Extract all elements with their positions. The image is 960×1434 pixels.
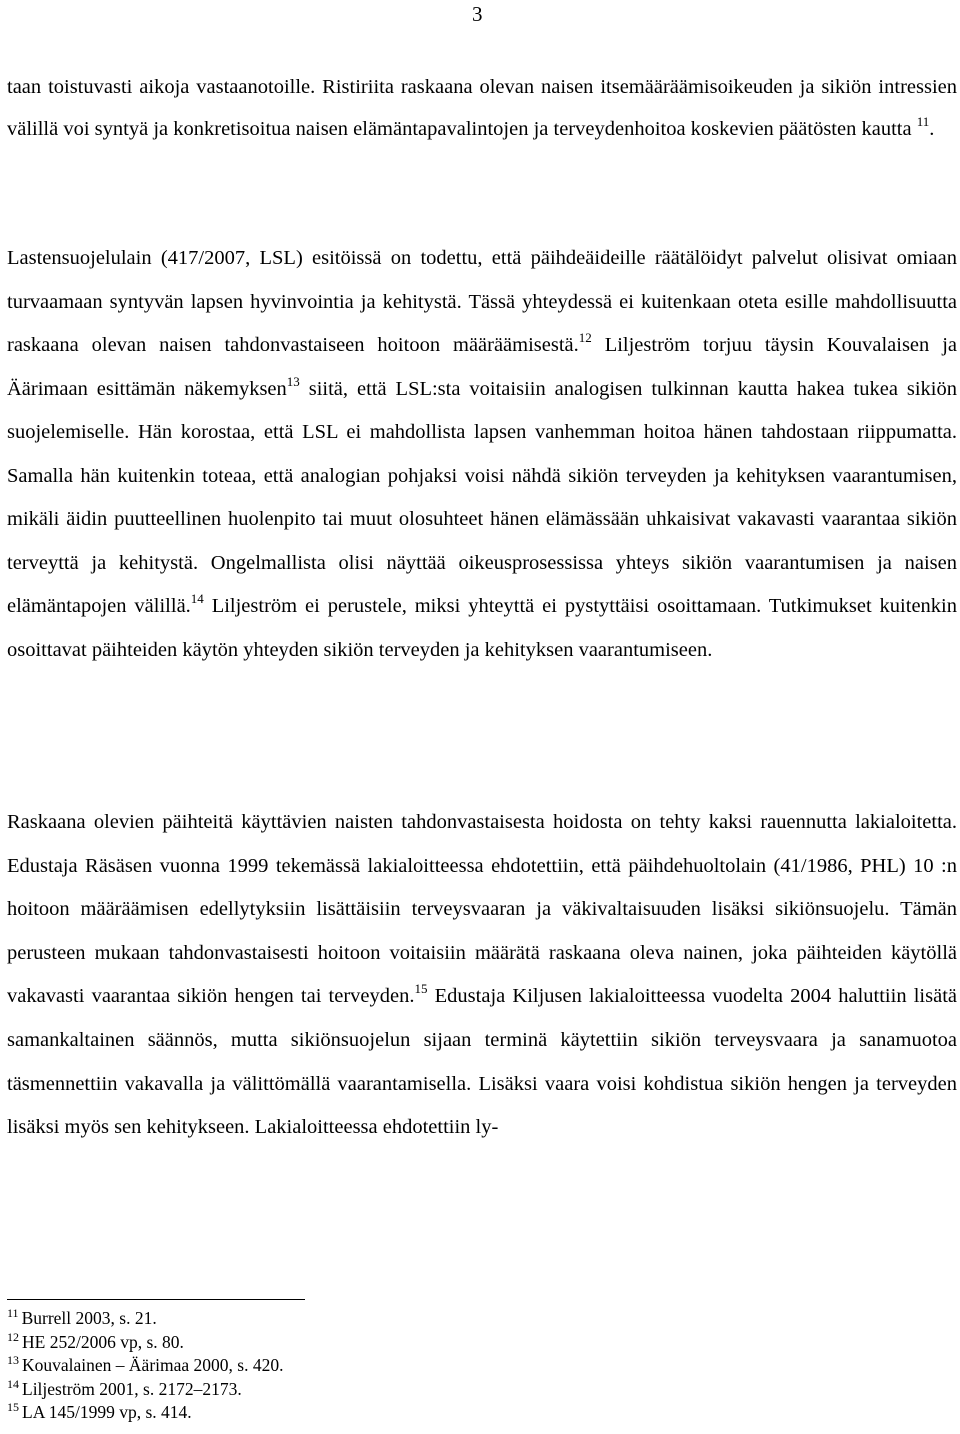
footnote-number: 12 [7, 1329, 19, 1344]
footnote-separator [7, 1299, 305, 1300]
footnote-ref-12[interactable]: 12 [578, 330, 592, 345]
body-paragraph-1 [7, 66, 957, 150]
footnote-number: 11 [7, 1306, 19, 1320]
footnote-text: Kouvalainen – Äärimaa 2000, s. 420. [22, 1355, 284, 1376]
body-paragraph-2 [7, 237, 957, 672]
footnote-number: 14 [7, 1376, 19, 1391]
footnote-ref-11[interactable]: 11 [916, 114, 930, 129]
paragraph-text: Liljeström ei perustele, miksi yhteyttä ei pystyttäisi osoittamaan. Tutkimukset kuitenkin osoittavat päihteiden käytön yhteyden sikiön terveyden ja kehityksen vaarantumiseen. [7, 595, 957, 661]
paragraph-text: Raskaana olevien päihteitä käyttävien naisten tahdonvastaisesta hoidosta on tehty kaksi rauennutta lakialoitetta. Edustaja Räsäsen vuonna 1999 tekemässä lakialoitteessa ehdotettiin, että päihdehuoltolain (41/1986, PHL) 10 :n hoitoon määräämisen edellytyksiin lisättäisiin terveysvaaran ja väkivaltaisuuden lisäksi sikiönsuojelu. Tämän perusteen mukaan tahdonvastaisesti hoitoon voitaisiin määrätä raskaana oleva nainen, joka päihteiden käytöllä vakavasti vaarantaa sikiön hengen tai terveyden. [7, 811, 957, 1008]
footnote-ref-14[interactable]: 14 [190, 591, 204, 606]
footnote-text: LA 145/1999 vp, s. 414. [22, 1402, 192, 1423]
footnote-text: Liljeström 2001, s. 2172–2173. [22, 1378, 242, 1399]
footnote-ref-15[interactable]: 15 [414, 981, 428, 997]
footnote-number: 15 [7, 1400, 19, 1415]
footnote-13 [7, 1354, 283, 1378]
paragraph-text: siitä, että LSL:sta voitaisiin analogisen tulkinnan kautta hakea tukea sikiön suojelemiselle. Hän korostaa, että LSL ei mahdollista lapsen vanhemman hoitoa hänen tahdostaan riippumatta. Samalla hän kuitenkin toteaa, että analogian pohjaksi voisi nähdä sikiön terveyden ja kehityksen vaarantumisen, mikäli äidin puutteellinen huolenpito tai muut olosuhteet hänen elämässään uhkaisivat vakavasti vaarantaa sikiön terveyttä ja kehitystä. Ongelmallista olisi näyttää oikeusprosessissa yhteys sikiön vaarantumisen ja naisen elämäntapojen välillä. [7, 377, 957, 617]
footnote-text: Burrell 2003, s. 21. [21, 1308, 157, 1328]
body-paragraph-3 [7, 801, 957, 1150]
footnote-11 [7, 1307, 283, 1331]
paragraph-text: taan toistuvasti aikoja vastaanotoille. Ristiriita raskaana olevan naisen itsemääräämisoikeuden ja sikiön intressien välillä voi syntyä ja konkretisoitua naisen elämäntapavalintojen ja terveydenhoitoa koskevien päätösten kautta [7, 76, 957, 140]
footnote-14 [7, 1378, 283, 1402]
paragraph-text: Liljeström torjuu täysin Kouvalaisen ja Äärimaan esittämän näkemyksen [7, 334, 957, 400]
paragraph-text: Lastensuojelulain (417/2007, LSL) esitöissä on todettu, että päihdeäideille räätälöidyt palvelut olisivat omiaan turvaamaan syntyvän lapsen hyvinvointia ja kehitystä. Tässä yhteydessä ei kuitenkaan oteta esille mahdollisuutta raskaana olevan naisen tahdonvastaiseen hoitoon määräämisestä. [7, 247, 957, 356]
footnote-number: 13 [7, 1353, 19, 1368]
paragraph-text: . [929, 118, 935, 140]
footnote-ref-13[interactable]: 13 [286, 373, 300, 389]
paragraph-text: Edustaja Kiljusen lakialoitteessa vuodelta 2004 haluttiin lisätä samankaltainen säännös, mutta sikiönsuojelun sijaan terminä käytettiin sikiön terveysvaara ja sanamuotoa täsmennettiin vakavalla ja välittömällä vaarantamisella. Lisäksi vaara voisi kohdistua sikiön hengen ja terveyden lisäksi myös sen kehitykseen. Lakialoitteessa ehdotettiin ly- [7, 985, 957, 1139]
footnotes [7, 1307, 283, 1425]
footnote-text: HE 252/2006 vp, s. 80. [22, 1331, 184, 1352]
footnote-15 [7, 1401, 283, 1425]
page-number: 3 [472, 2, 483, 26]
footnote-12 [7, 1331, 283, 1355]
